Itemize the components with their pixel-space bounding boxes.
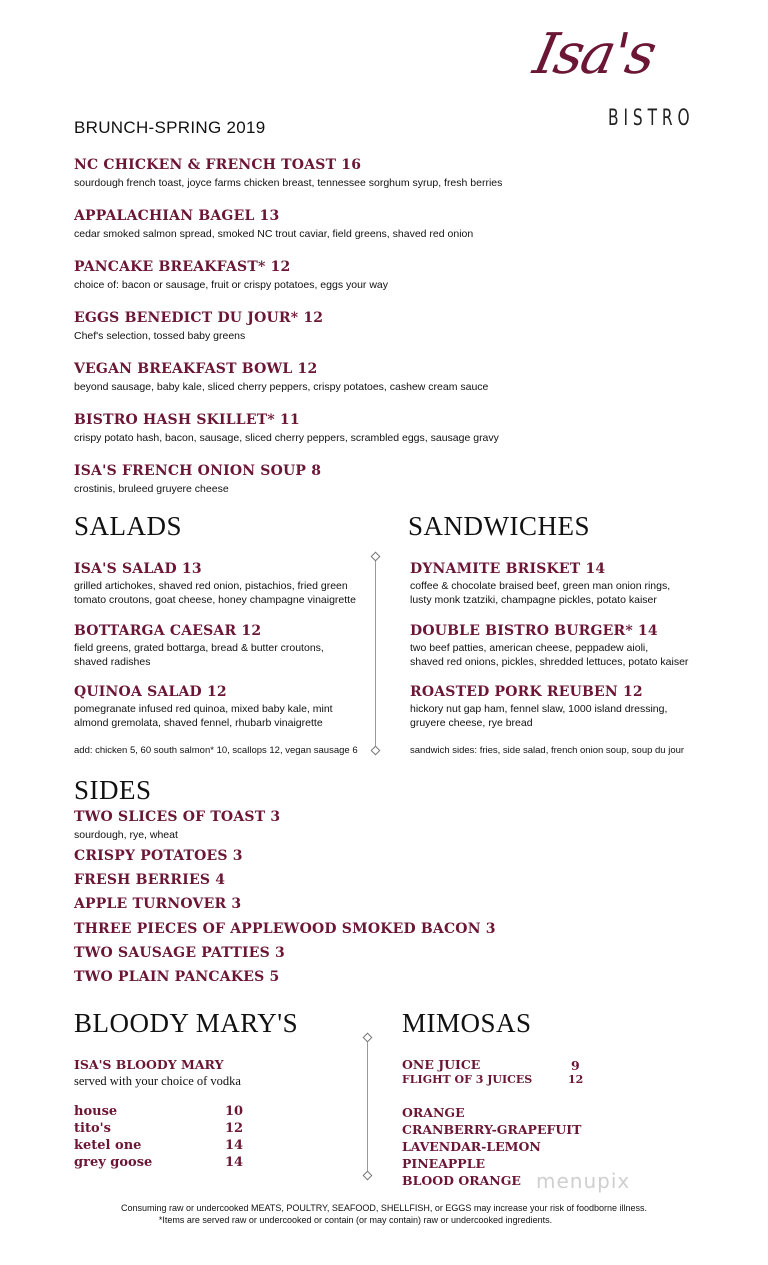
brunch-item-title: VEGAN BREAKFAST BOWL 12 [74, 361, 318, 377]
divider-ornament [371, 746, 381, 756]
sandwich-item-desc: shaved red onions, pickles, shredded lettuces, potato kaiser [410, 656, 689, 668]
side-item-title: TWO SAUSAGE PATTIES 3 [74, 945, 285, 961]
vodka-name: ketel one [74, 1138, 142, 1153]
side-item-title: APPLE TURNOVER 3 [74, 896, 242, 912]
logo-script: Isa's [528, 22, 661, 87]
side-item-title: TWO PLAIN PANCAKES 5 [74, 969, 280, 985]
mimosa-flight: FLIGHT OF 3 JUICES [402, 1073, 533, 1086]
sandwich-item-desc: gruyere cheese, rye bread [410, 717, 533, 729]
vodka-name: grey goose [74, 1155, 153, 1170]
mimosa-flight-price: 12 [568, 1073, 584, 1086]
mimosa-juice: ORANGE [402, 1105, 465, 1120]
column-divider [375, 561, 376, 747]
bloody-mary-desc: served with your choice of vodka [74, 1074, 241, 1088]
mimosas-heading: MIMOSAS [402, 1008, 532, 1038]
divider-ornament [363, 1033, 373, 1043]
sandwich-item-desc: two beef patties, american cheese, peppadew aioli, [410, 642, 649, 654]
watermark: menupix [536, 1169, 631, 1193]
vodka-price: 12 [225, 1121, 244, 1136]
divider-ornament [363, 1171, 373, 1181]
salad-addons: add: chicken 5, 60 south salmon* 10, scallops 12, vegan sausage 6 [74, 745, 358, 756]
mimosa-juice: LAVENDAR-LEMON [402, 1139, 541, 1154]
brunch-item-desc: crostinis, bruleed gruyere cheese [74, 483, 229, 495]
menu-title: BRUNCH-SPRING 2019 [74, 118, 266, 137]
brunch-item-title: BISTRO HASH SKILLET* 11 [74, 412, 300, 428]
mimosa-juice: BLOOD ORANGE [402, 1173, 521, 1188]
brunch-item-title: APPALACHIAN BAGEL 13 [74, 208, 280, 224]
vodka-price: 14 [225, 1138, 244, 1153]
brunch-item-desc: cedar smoked salmon spread, smoked NC trout caviar, field greens, shaved red onion [74, 228, 474, 240]
vodka-name: tito's [74, 1121, 111, 1136]
side-item-title: THREE PIECES OF APPLEWOOD SMOKED BACON 3 [74, 921, 496, 937]
side-item-title: FRESH BERRIES 4 [74, 872, 226, 888]
salad-item-desc: almond gremolata, shaved fennel, rhubarb vinaigrette [74, 717, 323, 729]
sandwich-item-title: ROASTED PORK REUBEN 12 [410, 684, 643, 700]
salad-item-desc: shaved radishes [74, 656, 151, 668]
sandwiches-heading: SANDWICHES [408, 511, 591, 541]
mimosa-juice: CRANBERRY-GRAPEFUIT [402, 1122, 582, 1137]
side-item-title: TWO SLICES OF TOAST 3 [74, 809, 281, 825]
sandwich-sides-note: sandwich sides: fries, side salad, french onion soup, soup du jour [410, 745, 685, 756]
brunch-item-title: PANCAKE BREAKFAST* 12 [74, 259, 291, 275]
divider-ornament [371, 552, 381, 562]
salad-item-desc: tomato croutons, goat cheese, honey champagne vinaigrette [74, 594, 356, 606]
footer-disclaimer: Consuming raw or undercooked MEATS, POULTRY, SEAFOOD, SHELLFISH, or EGGS may increase your risk of foodborne illness. [120, 1203, 648, 1213]
sandwich-item-desc: coffee & chocolate braised beef, green man onion rings, [410, 580, 671, 592]
mimosa-one-juice-price: 9 [571, 1058, 580, 1073]
side-item-title: CRISPY POTATOES 3 [74, 848, 243, 864]
vodka-price: 14 [225, 1155, 244, 1170]
sandwich-item-desc: hickory nut gap ham, fennel slaw, 1000 island dressing, [410, 703, 668, 715]
brunch-item-title: NC CHICKEN & FRENCH TOAST 16 [74, 157, 362, 173]
salad-item-desc: field greens, grated bottarga, bread & butter croutons, [74, 642, 324, 654]
mimosa-one-juice: ONE JUICE [402, 1057, 481, 1072]
side-item-desc: sourdough, rye, wheat [74, 829, 178, 841]
sandwich-item-desc: lusty monk tzatziki, champagne pickles, potato kaiser [410, 594, 657, 606]
sandwich-item-title: DOUBLE BISTRO BURGER* 14 [410, 623, 658, 639]
brunch-item-title: EGGS BENEDICT DU JOUR* 12 [74, 310, 324, 326]
mimosa-juice: PINEAPPLE [402, 1156, 486, 1171]
brunch-item-title: ISA'S FRENCH ONION SOUP 8 [74, 463, 322, 479]
brunch-item-desc: beyond sausage, baby kale, sliced cherry peppers, crispy potatoes, cashew cream sauce [74, 381, 489, 393]
brunch-item-desc: sourdough french toast, joyce farms chicken breast, tennessee sorghum syrup, fresh berries [74, 177, 503, 189]
sandwich-item-title: DYNAMITE BRISKET 14 [410, 561, 606, 577]
sides-heading: SIDES [74, 775, 152, 805]
salad-item-desc: pomegranate infused red quinoa, mixed baby kale, mint [74, 703, 333, 715]
salad-item-title: QUINOA SALAD 12 [74, 684, 227, 700]
bloody-mary-heading: BLOODY MARY'S [74, 1008, 299, 1038]
vodka-name: house [74, 1104, 118, 1119]
footer-note: *Items are served raw or undercooked or contain (or may contain) raw or undercooked ingredients. [158, 1215, 553, 1225]
salad-item-title: ISA'S SALAD 13 [74, 561, 202, 577]
brunch-item-desc: choice of: bacon or sausage, fruit or crispy potatoes, eggs your way [74, 279, 389, 291]
salad-item-title: BOTTARGA CAESAR 12 [74, 623, 262, 639]
salads-heading: SALADS [74, 511, 183, 541]
brunch-item-desc: Chef's selection, tossed baby greens [74, 330, 246, 342]
bloody-mary-title: ISA'S BLOODY MARY [74, 1057, 224, 1072]
logo-subtitle: BISTRO [608, 106, 695, 131]
brunch-item-desc: crispy potato hash, bacon, sausage, sliced cherry peppers, scrambled eggs, sausage gravy [74, 432, 499, 444]
vodka-price: 10 [225, 1104, 244, 1119]
salad-item-desc: grilled artichokes, shaved red onion, pistachios, fried green [74, 580, 348, 592]
column-divider [367, 1042, 368, 1172]
